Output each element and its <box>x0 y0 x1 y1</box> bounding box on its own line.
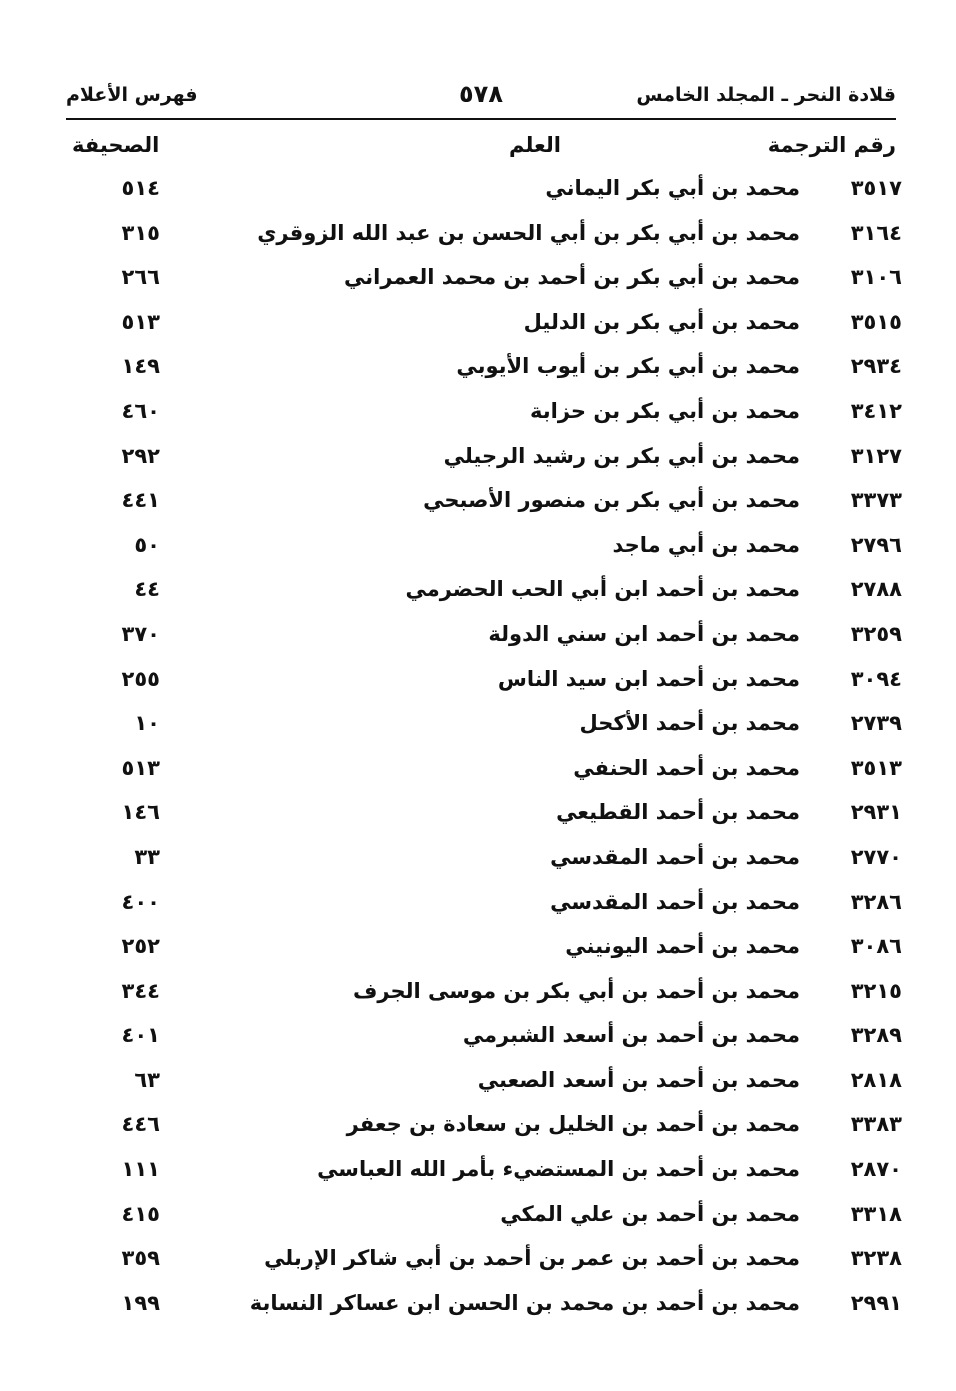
table-row <box>66 975 906 1020</box>
page-ref: ٤٤١ <box>121 488 160 513</box>
person-name: محمد بن أحمد ابن سيد الناس <box>497 666 800 691</box>
entry-number: ٢٧٣٩ <box>850 711 902 736</box>
table-row <box>66 217 906 262</box>
entry-number: ٣١٦٤ <box>850 220 902 245</box>
table-row <box>66 886 906 931</box>
entry-number: ٣٠٩٤ <box>850 666 902 691</box>
person-name: محمد بن أحمد بن المستضيء بأمر الله العباسي <box>317 1157 800 1182</box>
page-ref: ٢٦٦ <box>121 265 160 290</box>
person-name: محمد بن أحمد بن عمر بن أحمد بن أبي شاكر الإربلي <box>264 1246 800 1271</box>
page-ref: ١٩٩ <box>121 1290 160 1315</box>
page-number: ٥٧٨ <box>459 80 503 108</box>
entry-number: ٢٩٣٤ <box>850 354 902 379</box>
column-header-name: العلم <box>509 133 561 157</box>
section-title: فهرس الأعلام <box>66 84 198 106</box>
table-row <box>66 1287 906 1332</box>
person-name: محمد بن أحمد بن علي المكي <box>500 1201 800 1226</box>
person-name: محمد بن أحمد بن الخليل بن سعادة بن جعفر <box>346 1112 800 1137</box>
person-name: محمد بن أحمد المقدسي <box>550 889 800 914</box>
entry-number: ٣٤١٢ <box>850 398 902 423</box>
table-row <box>66 1019 906 1064</box>
entry-number: ٣٠٨٦ <box>850 934 902 959</box>
page-ref: ٥٠ <box>134 532 160 557</box>
person-name: محمد بن أحمد بن محمد بن الحسن ابن عساكر النسابة <box>249 1290 800 1315</box>
table-row <box>66 618 906 663</box>
person-name: محمد بن أحمد القطيعي <box>556 800 800 825</box>
page-ref: ١١١ <box>121 1157 160 1182</box>
person-name: محمد بن أبي بكر بن رشيد الرجيلي <box>443 443 800 468</box>
table-row <box>66 707 906 752</box>
page-ref: ٢٥٢ <box>121 934 160 959</box>
book-title: قلادة النحر ـ المجلد الخامس <box>636 84 896 106</box>
page-ref: ٤٤٦ <box>121 1112 160 1137</box>
person-name: محمد بن أبي بكر بن أبي الحسن بن عبد الله الزوقري <box>257 220 800 245</box>
person-name: محمد بن أبي ماجد <box>612 532 800 557</box>
table-row <box>66 752 906 797</box>
entry-number: ٣٣١٨ <box>850 1201 902 1226</box>
entry-number: ٣٢٨٩ <box>850 1023 902 1048</box>
entry-number: ٣٥١٥ <box>850 309 902 334</box>
person-name: محمد بن أبي بكر بن الدليل <box>523 309 800 334</box>
entry-number: ٣٢١٥ <box>850 978 902 1003</box>
page-ref: ٤٠١ <box>121 1023 160 1048</box>
page-ref: ٣١٥ <box>121 220 160 245</box>
person-name: محمد بن أبي بكر اليماني <box>545 176 800 200</box>
running-header <box>66 80 896 116</box>
entry-number: ٣٥١٧ <box>850 176 902 200</box>
person-name: محمد بن أحمد المقدسي <box>550 844 800 869</box>
entry-number: ٣٢٥٩ <box>850 621 902 646</box>
person-name: محمد بن أبي بكر بن حزابة <box>530 398 800 423</box>
page-ref: ١٤٦ <box>121 800 160 825</box>
person-name: محمد بن أبي بكر بن أيوب الأيوبي <box>456 354 800 379</box>
entry-number: ٢٧٩٦ <box>850 532 902 557</box>
entry-number: ٣٣٨٣ <box>850 1112 902 1137</box>
table-row <box>66 440 906 485</box>
table-row <box>66 172 906 217</box>
person-name: محمد بن أحمد بن أبي بكر بن موسى الجرف <box>353 978 800 1003</box>
person-name: محمد بن أحمد بن أسعد الشبرمي <box>462 1023 800 1048</box>
table-row <box>66 1242 906 1287</box>
person-name: محمد بن أحمد ابن أبي الحب الحضرمي <box>405 577 800 602</box>
person-name: محمد بن أحمد بن أسعد الصعبي <box>477 1067 800 1092</box>
page-ref: ٣٧٠ <box>121 621 160 646</box>
header-rule <box>66 118 896 120</box>
page-ref: ٤٦٠ <box>121 398 160 423</box>
page-ref: ٢٩٢ <box>121 443 160 468</box>
page-ref: ٤٤ <box>134 577 160 602</box>
entry-number: ٢٧٧٠ <box>850 844 902 869</box>
page-ref: ٦٣ <box>134 1067 160 1092</box>
page-ref: ٣٥٩ <box>121 1246 160 1271</box>
person-name: محمد بن أبي بكر بن منصور الأصبحي <box>423 488 800 513</box>
page-ref: ٣٣ <box>134 844 160 869</box>
entry-number: ٣١٢٧ <box>850 443 902 468</box>
person-name: محمد بن أحمد ابن سني الدولة <box>488 621 800 646</box>
page-ref: ٥١٣ <box>121 309 160 334</box>
entry-number: ٣٣٧٣ <box>850 488 902 513</box>
entry-number: ٢٨١٨ <box>850 1067 902 1092</box>
column-headers <box>66 133 896 167</box>
page-ref: ٣٤٤ <box>121 978 160 1003</box>
person-name: محمد بن أبي بكر بن أحمد بن محمد العمراني <box>344 265 800 290</box>
entry-number: ٣١٠٦ <box>850 265 902 290</box>
entry-number: ٣٢٣٨ <box>850 1246 902 1271</box>
table-row <box>66 529 906 574</box>
table-row <box>66 1108 906 1153</box>
table-row <box>66 663 906 708</box>
table-row <box>66 841 906 886</box>
table-row <box>66 1198 906 1243</box>
table-row <box>66 1064 906 1109</box>
page-ref: ٢٥٥ <box>121 666 160 691</box>
person-name: محمد بن أحمد الأكحل <box>579 711 800 736</box>
person-name: محمد بن أحمد اليونيني <box>565 934 800 959</box>
column-header-entry-number: رقم الترجمة <box>767 133 896 157</box>
table-row <box>66 261 906 306</box>
entry-number: ٢٩٣١ <box>850 800 902 825</box>
entry-number: ٢٨٧٠ <box>850 1157 902 1182</box>
table-row <box>66 796 906 841</box>
page-ref: ٤٠٠ <box>121 889 160 914</box>
table-row <box>66 573 906 618</box>
page-ref: ٥١٤ <box>121 176 160 200</box>
table-row <box>66 350 906 395</box>
person-name: محمد بن أحمد الحنفي <box>573 755 800 780</box>
entry-number: ٢٩٩١ <box>850 1290 902 1315</box>
page-ref: ١٠ <box>134 711 160 736</box>
page-ref: ١٤٩ <box>121 354 160 379</box>
table-row <box>66 1153 906 1198</box>
column-header-page: الصحيفة <box>72 133 160 157</box>
entry-number: ٢٧٨٨ <box>850 577 902 602</box>
page-ref: ٤١٥ <box>121 1201 160 1226</box>
page-ref: ٥١٣ <box>121 755 160 780</box>
entry-number: ٣٥١٣ <box>850 755 902 780</box>
table-row <box>66 484 906 529</box>
table-row <box>66 930 906 975</box>
entry-number: ٣٢٨٦ <box>850 889 902 914</box>
table-row <box>66 395 906 440</box>
index-table <box>66 172 906 1331</box>
table-row <box>66 306 906 351</box>
